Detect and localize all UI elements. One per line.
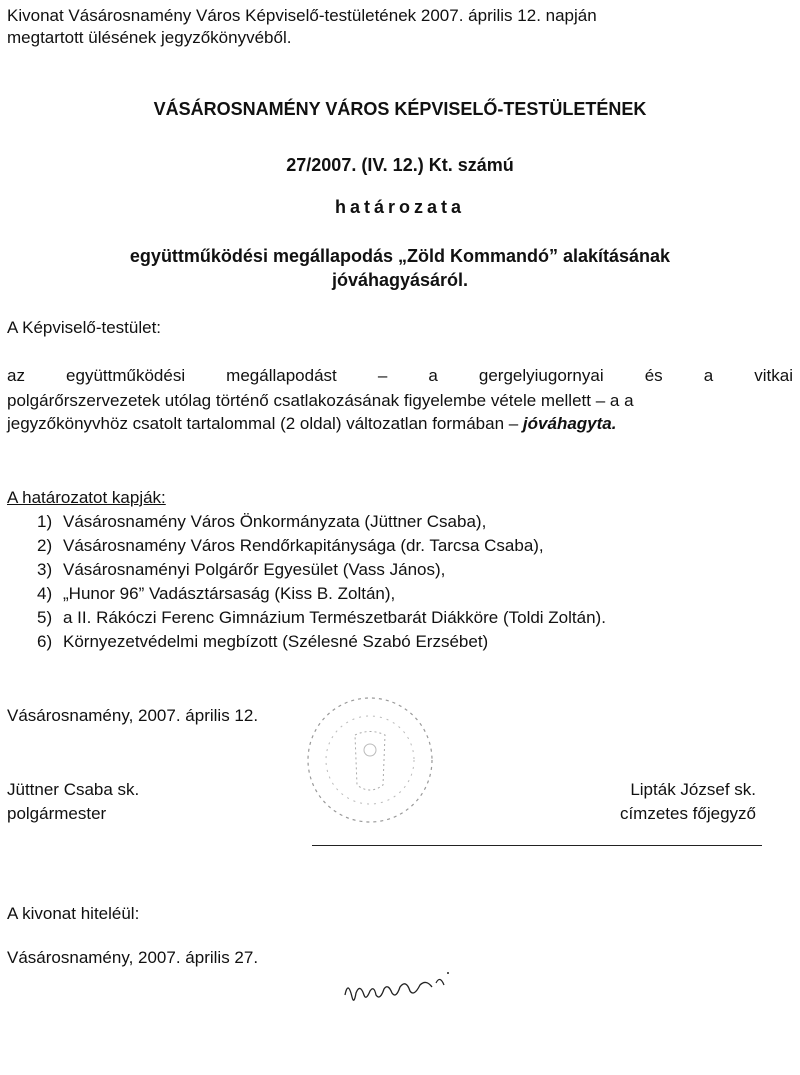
list-item-text: a II. Rákóczi Ferenc Gimnázium Természetbarát Diákköre (Toldi Zoltán). (63, 608, 606, 627)
list-item-text: „Hunor 96” Vadásztársaság (Kiss B. Zoltán), (63, 584, 396, 603)
decision-number: 27/2007. (IV. 12.) Kt. számú (286, 155, 514, 175)
body-line-3-text: jegyzőkönyvhöz csatolt tartalommal (2 oldal) változatlan formában – (7, 414, 523, 433)
divider (312, 845, 762, 846)
list-item-number: 1) (37, 512, 53, 531)
decision-heading: határozata (334, 197, 466, 217)
authentication-place-date: Vásárosnamény, 2007. április 27. (7, 948, 259, 967)
authentication-label: A kivonat hiteléül: (7, 904, 140, 923)
list-item (37, 608, 606, 628)
mayor-role: polgármester (7, 804, 107, 823)
list-item (37, 560, 445, 580)
recipients-heading: A határozatot kapják: (7, 488, 166, 507)
official-seal-icon (300, 690, 440, 830)
header-line-1: Kivonat Vásárosnamény Város Képviselő-testületének 2007. április 12. napján (7, 6, 597, 25)
approval-verdict: jóváhagyta. (522, 414, 617, 433)
list-item-text: Környezetvédelmi megbízott (Szélesné Szabó Erzsébet) (63, 632, 489, 651)
body-line-2: polgárőrszervezetek utólag történő csatlakozásának figyelembe vétele mellett – a a (7, 391, 634, 410)
list-item-text: Vásárosnamény Város Önkormányzata (Jüttner Csaba), (63, 512, 487, 531)
handwritten-signature-icon (340, 965, 460, 1015)
list-item-number: 4) (37, 584, 53, 603)
body-line-3 (7, 414, 616, 434)
list-item-number: 5) (37, 608, 53, 627)
list-item-number: 6) (37, 632, 53, 651)
list-item-text: Vásárosnaményi Polgárőr Egyesület (Vass János), (63, 560, 446, 579)
notary-role: címzetes főjegyző (619, 804, 756, 823)
list-item-number: 2) (37, 536, 53, 555)
header-line-2: megtartott ülésének jegyzőkönyvéből. (7, 28, 292, 47)
list-item (37, 536, 544, 556)
council-title: VÁSÁROSNAMÉNY VÁROS KÉPVISELŐ-TESTÜLETÉNEK (153, 99, 647, 119)
signing-place-date: Vásárosnamény, 2007. április 12. (7, 706, 259, 725)
notary-name: Lipták József sk. (630, 780, 756, 799)
list-item (37, 512, 486, 532)
list-item (37, 632, 488, 652)
decision-subject-line-1: együttműködési megállapodás „Zöld Kommandó” alakításának (129, 246, 671, 266)
mayor-name: Jüttner Csaba sk. (7, 780, 140, 799)
list-item-text: Vásárosnamény Város Rendőrkapitánysága (dr. Tarcsa Csaba), (63, 536, 544, 555)
list-item-number: 3) (37, 560, 53, 579)
list-item (37, 584, 395, 604)
body-intro: A Képviselő-testület: (7, 318, 162, 337)
body-line-1: az együttműködési megállapodást – a gergelyiugornyai és a vitkai (7, 366, 793, 385)
decision-subject-line-2: jóváhagyásáról. (331, 270, 469, 290)
